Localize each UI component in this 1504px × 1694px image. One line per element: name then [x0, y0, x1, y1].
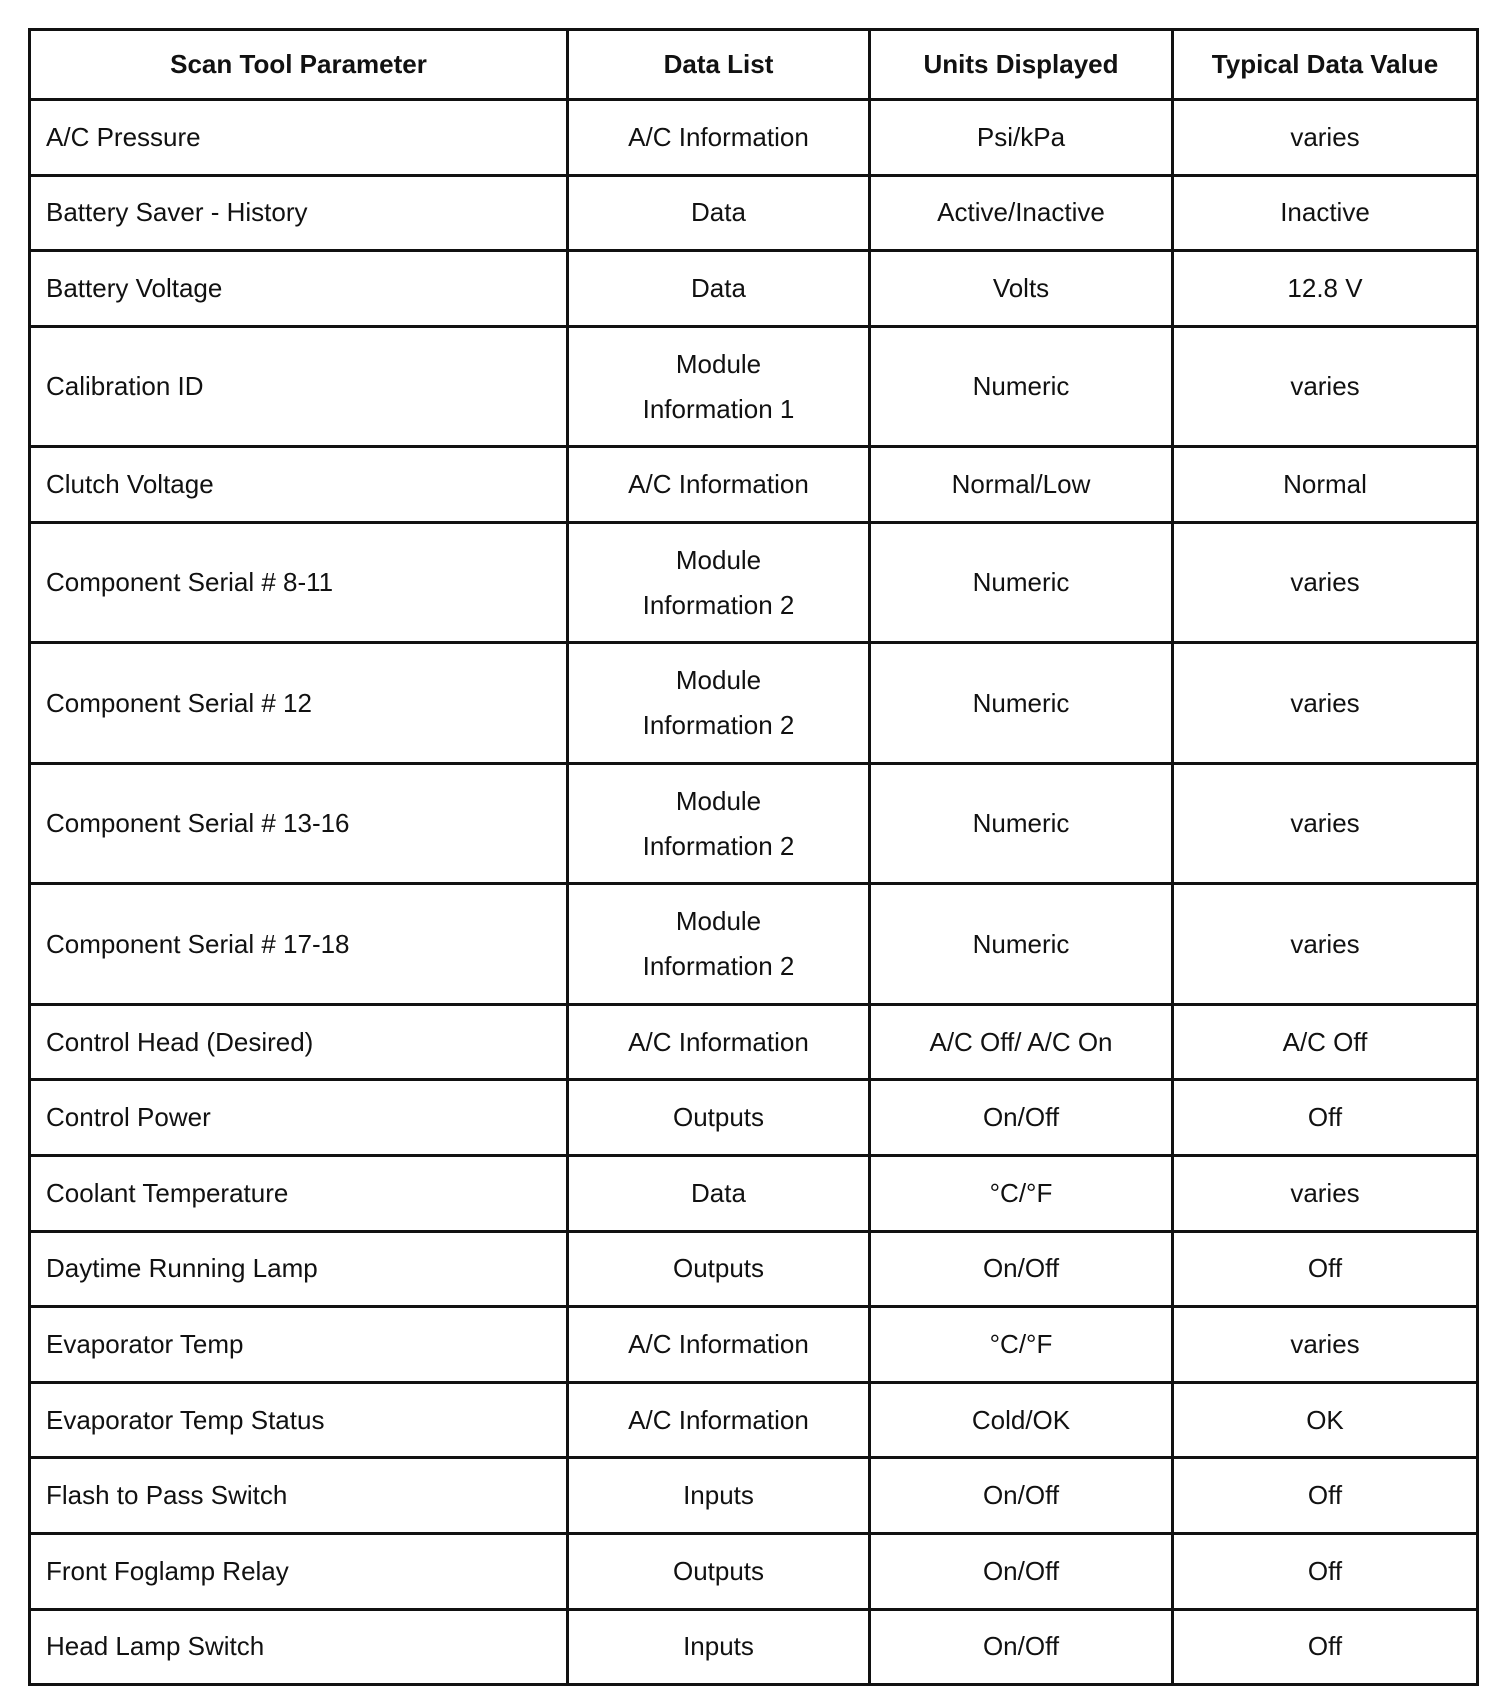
- table-row: [30, 1609, 1478, 1685]
- cell-units-displayed: On/Off: [870, 1534, 1173, 1610]
- table-row: [30, 643, 1478, 764]
- table-row: [30, 447, 1478, 523]
- cell-units-displayed: Numeric: [870, 522, 1173, 643]
- table-row: [30, 884, 1478, 1005]
- data-list-line: Inputs: [683, 1480, 754, 1511]
- data-list-line: Outputs: [672, 1253, 765, 1284]
- cell-data-list: [568, 326, 870, 447]
- cell-scan-tool-parameter: Component Serial # 17-18: [30, 884, 568, 1005]
- cell-typical-data-value: varies: [1173, 1156, 1478, 1232]
- data-list-line: Module: [675, 348, 762, 379]
- data-list-line: Module: [675, 906, 762, 937]
- data-list-line: Outputs: [672, 1102, 765, 1133]
- cell-typical-data-value: varies: [1173, 643, 1478, 764]
- cell-data-list: [568, 522, 870, 643]
- cell-data-list: [568, 175, 870, 251]
- table-row: [30, 522, 1478, 643]
- table-header: [30, 30, 1478, 100]
- cell-data-list: [568, 1231, 870, 1307]
- cell-data-list: [568, 1458, 870, 1534]
- cell-scan-tool-parameter: Control Head (Desired): [30, 1004, 568, 1080]
- cell-typical-data-value: varies: [1173, 763, 1478, 884]
- data-list-line: Data: [691, 197, 746, 228]
- header-typical-data-value: Typical Data Value: [1173, 30, 1478, 100]
- cell-scan-tool-parameter: Calibration ID: [30, 326, 568, 447]
- cell-units-displayed: Cold/OK: [870, 1382, 1173, 1458]
- cell-scan-tool-parameter: Control Power: [30, 1080, 568, 1156]
- cell-data-list: [568, 1609, 870, 1685]
- cell-scan-tool-parameter: Component Serial # 13-16: [30, 763, 568, 884]
- cell-typical-data-value: Off: [1173, 1458, 1478, 1534]
- cell-scan-tool-parameter: A/C Pressure: [30, 100, 568, 176]
- data-list-line: A/C Information: [628, 469, 809, 500]
- cell-scan-tool-parameter: Evaporator Temp Status: [30, 1382, 568, 1458]
- cell-scan-tool-parameter: Daytime Running Lamp: [30, 1231, 568, 1307]
- table-row: [30, 1080, 1478, 1156]
- cell-data-list: [568, 1382, 870, 1458]
- cell-typical-data-value: varies: [1173, 884, 1478, 1005]
- header-data-list: Data List: [568, 30, 870, 100]
- data-list-line: Outputs: [672, 1555, 765, 1586]
- table-row: [30, 1004, 1478, 1080]
- header-scan-tool-parameter: Scan Tool Parameter: [30, 30, 568, 100]
- cell-typical-data-value: Inactive: [1173, 175, 1478, 251]
- cell-scan-tool-parameter: Component Serial # 8-11: [30, 522, 568, 643]
- cell-typical-data-value: OK: [1173, 1382, 1478, 1458]
- data-list-line: Information 2: [642, 951, 795, 982]
- cell-typical-data-value: varies: [1173, 1307, 1478, 1383]
- data-list-line: A/C Information: [628, 1329, 809, 1360]
- header-units-displayed: Units Displayed: [870, 30, 1173, 100]
- cell-data-list: [568, 1080, 870, 1156]
- cell-data-list: [568, 1156, 870, 1232]
- cell-typical-data-value: Off: [1173, 1609, 1478, 1685]
- cell-typical-data-value: Off: [1173, 1534, 1478, 1610]
- cell-scan-tool-parameter: Coolant Temperature: [30, 1156, 568, 1232]
- data-list-line: Module: [675, 544, 762, 575]
- cell-scan-tool-parameter: Flash to Pass Switch: [30, 1458, 568, 1534]
- data-list-line: Data: [691, 272, 746, 303]
- cell-units-displayed: On/Off: [870, 1458, 1173, 1534]
- table-row: [30, 1231, 1478, 1307]
- table-row: [30, 175, 1478, 251]
- cell-typical-data-value: A/C Off: [1173, 1004, 1478, 1080]
- cell-scan-tool-parameter: Head Lamp Switch: [30, 1609, 568, 1685]
- cell-scan-tool-parameter: Battery Voltage: [30, 251, 568, 327]
- table-row: [30, 1307, 1478, 1383]
- cell-scan-tool-parameter: Battery Saver - History: [30, 175, 568, 251]
- cell-units-displayed: °C/°F: [870, 1156, 1173, 1232]
- cell-units-displayed: On/Off: [870, 1231, 1173, 1307]
- scan-tool-data-table: [28, 28, 1479, 1686]
- cell-typical-data-value: Off: [1173, 1080, 1478, 1156]
- cell-data-list: [568, 100, 870, 176]
- cell-typical-data-value: varies: [1173, 100, 1478, 176]
- cell-data-list: [568, 643, 870, 764]
- cell-scan-tool-parameter: Evaporator Temp: [30, 1307, 568, 1383]
- table-row: [30, 1458, 1478, 1534]
- table-row: [30, 1534, 1478, 1610]
- cell-units-displayed: Volts: [870, 251, 1173, 327]
- data-list-line: Inputs: [683, 1631, 754, 1662]
- data-list-line: Information 2: [642, 710, 795, 741]
- cell-units-displayed: Numeric: [870, 763, 1173, 884]
- cell-units-displayed: Numeric: [870, 884, 1173, 1005]
- header-row: [30, 30, 1478, 100]
- cell-units-displayed: Numeric: [870, 643, 1173, 764]
- cell-typical-data-value: varies: [1173, 326, 1478, 447]
- cell-units-displayed: Numeric: [870, 326, 1173, 447]
- cell-scan-tool-parameter: Front Foglamp Relay: [30, 1534, 568, 1610]
- cell-typical-data-value: Normal: [1173, 447, 1478, 523]
- cell-scan-tool-parameter: Clutch Voltage: [30, 447, 568, 523]
- data-list-line: Module: [675, 665, 762, 696]
- cell-data-list: [568, 1307, 870, 1383]
- cell-units-displayed: On/Off: [870, 1609, 1173, 1685]
- table-row: [30, 100, 1478, 176]
- cell-data-list: [568, 1534, 870, 1610]
- cell-units-displayed: °C/°F: [870, 1307, 1173, 1383]
- data-list-line: Information 2: [642, 830, 795, 861]
- data-list-line: A/C Information: [628, 1404, 809, 1435]
- data-list-line: Module: [675, 785, 762, 816]
- table-row: [30, 763, 1478, 884]
- cell-scan-tool-parameter: Component Serial # 12: [30, 643, 568, 764]
- cell-data-list: [568, 251, 870, 327]
- table-body: [30, 100, 1478, 1685]
- table-row: [30, 251, 1478, 327]
- cell-units-displayed: Psi/kPa: [870, 100, 1173, 176]
- table-row: [30, 1156, 1478, 1232]
- cell-data-list: [568, 1004, 870, 1080]
- cell-data-list: [568, 884, 870, 1005]
- data-list-line: Information 2: [642, 589, 795, 620]
- data-list-line: Information 1: [642, 393, 795, 424]
- table-row: [30, 326, 1478, 447]
- cell-data-list: [568, 763, 870, 884]
- cell-units-displayed: Active/Inactive: [870, 175, 1173, 251]
- cell-typical-data-value: 12.8 V: [1173, 251, 1478, 327]
- cell-units-displayed: A/C Off/ A/C On: [870, 1004, 1173, 1080]
- cell-units-displayed: On/Off: [870, 1080, 1173, 1156]
- table-row: [30, 1382, 1478, 1458]
- cell-units-displayed: Normal/Low: [870, 447, 1173, 523]
- cell-data-list: [568, 447, 870, 523]
- data-list-line: A/C Information: [628, 121, 809, 152]
- cell-typical-data-value: Off: [1173, 1231, 1478, 1307]
- cell-typical-data-value: varies: [1173, 522, 1478, 643]
- data-list-line: Data: [691, 1177, 746, 1208]
- data-list-line: A/C Information: [628, 1026, 809, 1057]
